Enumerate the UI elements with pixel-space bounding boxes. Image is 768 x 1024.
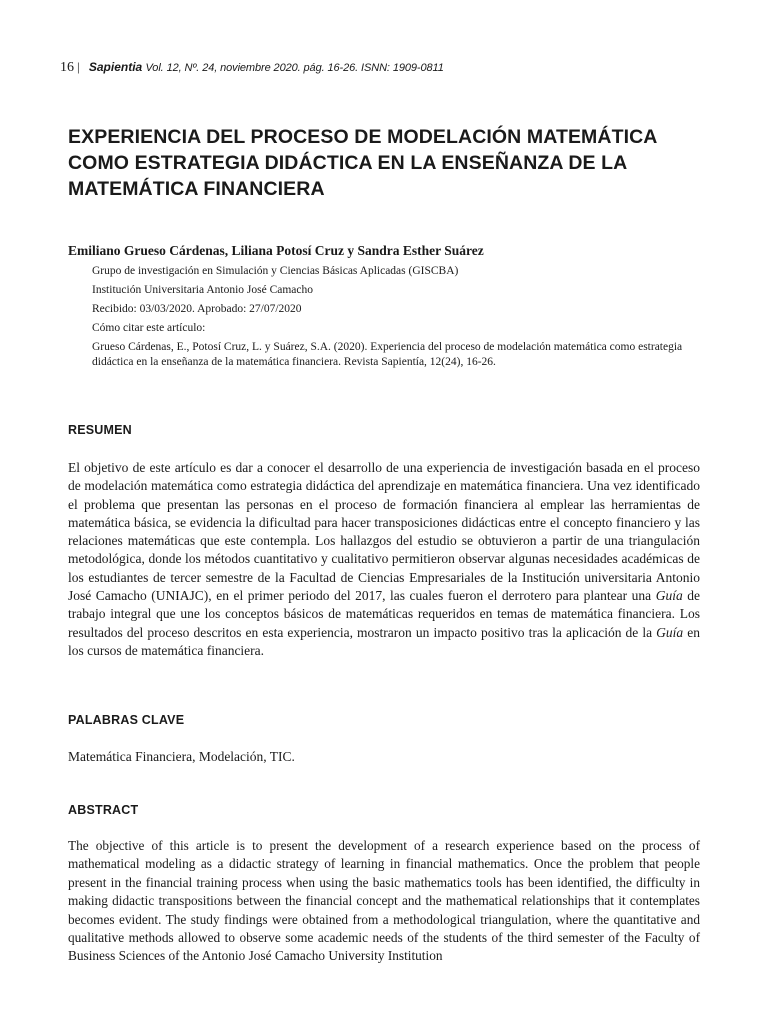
- journal-issue-info: Vol. 12, Nº. 24, noviembre 2020. pág. 16-26. ISNN: 1909-0811: [145, 62, 444, 74]
- keywords-heading: PALABRAS CLAVE: [68, 713, 185, 727]
- research-group: Grupo de investigación en Simulación y Ciencias Básicas Aplicadas (GISCBA): [92, 265, 459, 277]
- resumen-text-part: en los cursos de matemática financiera.: [68, 624, 700, 658]
- resumen-italic-guia: Guía: [655, 588, 683, 604]
- keywords-text: Matemática Financiera, Modelación, TIC.: [68, 749, 295, 764]
- institution: Institución Universitaria Antonio José Camacho: [92, 284, 314, 296]
- resumen-text-part: El objetivo de este artículo es dar a conocer el desarrollo de una experiencia de investigación basada en el proceso de modelación matemática como estrategia didáctica del aprendizaje en matemática financiera. Una vez identificado el problema que presentan las personas en el proceso de formación financiera al emplear las herramientas de matemática básica, se evidencia la dificultad para hacer transposiciones didácticas entre el concepto financiero y las relaciones matemáticas que este contempla. Los hallazgos del estudio se obtuvieron a partir de una triangulación metodológica, donde los métodos cuantitativo y cualitativo permitieron observar algunas necesidades académicas de los estudiantes de tercer semestre de la Facultad de Ciencias Empresariales de la Institución universitaria Antonio José Camacho (UNIAJC), en el primer periodo del 2017, las cuales fueron el derrotero para plantear una: [68, 460, 700, 604]
- resumen-text-part: de trabajo integral que une los conceptos básicos de matemáticas requeridos en temas de matemática financiera. Los resultados del proceso descritos en esta experiencia, mostraron un impacto positivo tras la aplicación de la: [68, 588, 700, 640]
- running-header: [60, 58, 444, 77]
- page-number: 16: [60, 60, 74, 75]
- journal-name: Sapientia: [88, 60, 143, 74]
- resumen-italic-guia: Guía: [656, 624, 684, 640]
- header-separator: |: [77, 59, 80, 74]
- article-title: EXPERIENCIA DEL PROCESO DE MODELACIÓN MATEMÁTICA COMO ESTRATEGIA DIDÁCTICA EN LA ENSEÑANZA DE LA MATEMÁTICA FINANCIERA: [68, 126, 657, 200]
- citation: Grueso Cárdenas, E., Potosí Cruz, L. y Suárez, S.A. (2020). Experiencia del proceso de modelación matemática como estrategia didáctica en la enseñanza de la matemática financiera. Revista Sapientía, 12(24), 16-26.: [92, 341, 683, 368]
- affiliation-block: [92, 262, 702, 370]
- cite-label: Cómo citar este artículo:: [92, 322, 206, 334]
- resumen-heading: RESUMEN: [68, 423, 132, 437]
- abstract-heading: ABSTRACT: [68, 803, 139, 817]
- resumen-text: [68, 459, 700, 660]
- received-approved-dates: Recibido: 03/03/2020. Aprobado: 27/07/2020: [92, 303, 302, 315]
- article-authors: Emiliano Grueso Cárdenas, Liliana Potosí Cruz y Sandra Esther Suárez: [68, 243, 484, 258]
- abstract-text: The objective of this article is to present the development of a research experience based on the process of mathematical modeling as a didactic strategy of learning in financial mathematics. Once the problem that people present in the financial training process when using the basic mathematics tools has been identified, the difficulty in making didactic transpositions between the financial concept and the mathematical relationships that it contemplates becomes evident. The study findings were obtained from a methodological triangulation, where the quantitative and qualitative methods allowed to observe some academic needs of the students of the third semester of the Faculty of Business Sciences of the Antonio José Camacho University Institution: [68, 838, 700, 964]
